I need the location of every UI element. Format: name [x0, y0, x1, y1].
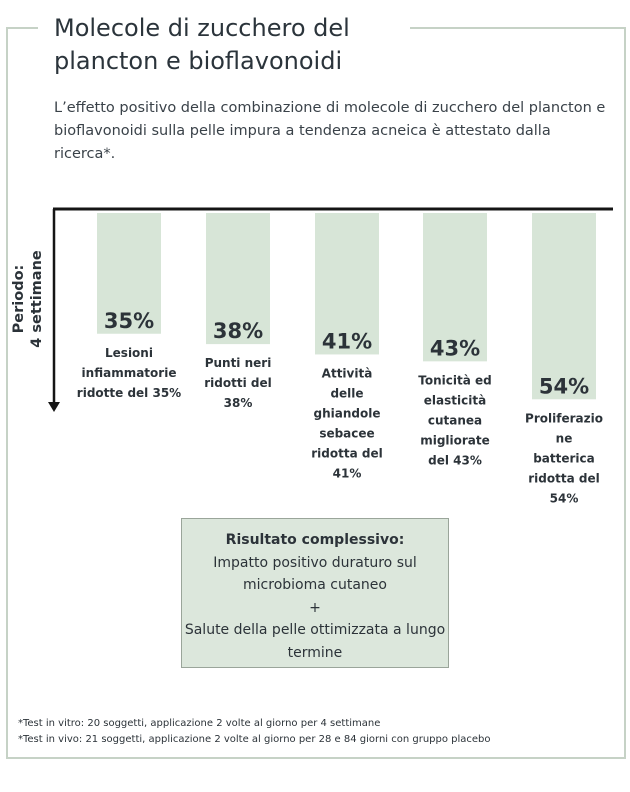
bar-5 [532, 213, 596, 399]
category-label-3 [311, 366, 382, 480]
category-label-line: batterica [533, 451, 595, 466]
category-label-line: Tonicità ed [418, 373, 492, 388]
category-label-line: del 43% [428, 453, 482, 468]
time-axis-arrowhead [48, 402, 60, 412]
category-label-line: infiammatorie [81, 365, 177, 380]
result-line-2: Salute della pelle ottimizzata a lungo termine [184, 622, 446, 661]
page-subtitle: L’effetto positivo della combinazione di molecole di zucchero del plancton e bioflavonoidi sulla pelle impura a tendenza acneica è attestato dalla ricerca*. [54, 100, 606, 162]
bar-chart [0, 195, 630, 515]
category-label-5 [525, 411, 603, 505]
footnotes [18, 716, 491, 748]
footnote-in-vivo: *Test in vivo: 21 soggetti, applicazione 2 volte al giorno per 28 e 84 giorni con gruppo placebo [18, 734, 491, 745]
category-label-line: cutanea [427, 413, 483, 428]
result-line-1: Impatto positivo duraturo sul microbioma cutaneo [213, 554, 417, 593]
category-label-line: ghiandole [313, 406, 381, 421]
category-label-line: ridotti del [204, 376, 272, 391]
category-label-line: 38% [223, 396, 253, 411]
category-label-line: ridotta del [528, 471, 600, 486]
value-label-2: 38% [212, 319, 264, 344]
category-label-line: 41% [332, 466, 362, 481]
value-label-3: 41% [321, 329, 373, 354]
category-label-line: Lesioni [105, 345, 153, 360]
category-label-line: Attività [321, 366, 373, 381]
value-label-5: 54% [538, 374, 590, 399]
value-label-1: 35% [103, 308, 155, 333]
result-title: Risultato complessivo: [225, 532, 405, 548]
value-label-4: 43% [429, 336, 481, 361]
category-label-4 [418, 373, 491, 467]
category-label-line: 54% [549, 491, 579, 506]
category-label-line: migliorate [420, 433, 490, 448]
category-labels-layer [77, 346, 603, 506]
ylabel-group [11, 250, 45, 348]
category-label-line: Proliferazio [525, 411, 603, 426]
category-label-line: ridotta del [311, 446, 383, 461]
category-label-line: delle [330, 386, 364, 401]
category-label-1 [77, 346, 181, 400]
category-label-line: elasticità [423, 393, 487, 408]
overall-result-box [181, 518, 449, 668]
ylabel-line-1: Periodo: [11, 264, 27, 334]
page-title: Molecole di zucchero del plancton e bioflavonoidi [54, 14, 350, 75]
footnote-in-vitro: *Test in vitro: 20 soggetti, applicazione 2 volte al giorno per 4 settimane [18, 718, 381, 729]
category-label-line: sebacee [319, 426, 375, 441]
category-label-line: ne [555, 431, 573, 446]
category-label-line: ridotte del 35% [76, 385, 182, 400]
category-label-line: Punti neri [204, 356, 272, 371]
result-plus: + [309, 599, 321, 616]
category-label-2 [204, 356, 271, 410]
ylabel-line-2: 4 settimane [29, 250, 45, 348]
